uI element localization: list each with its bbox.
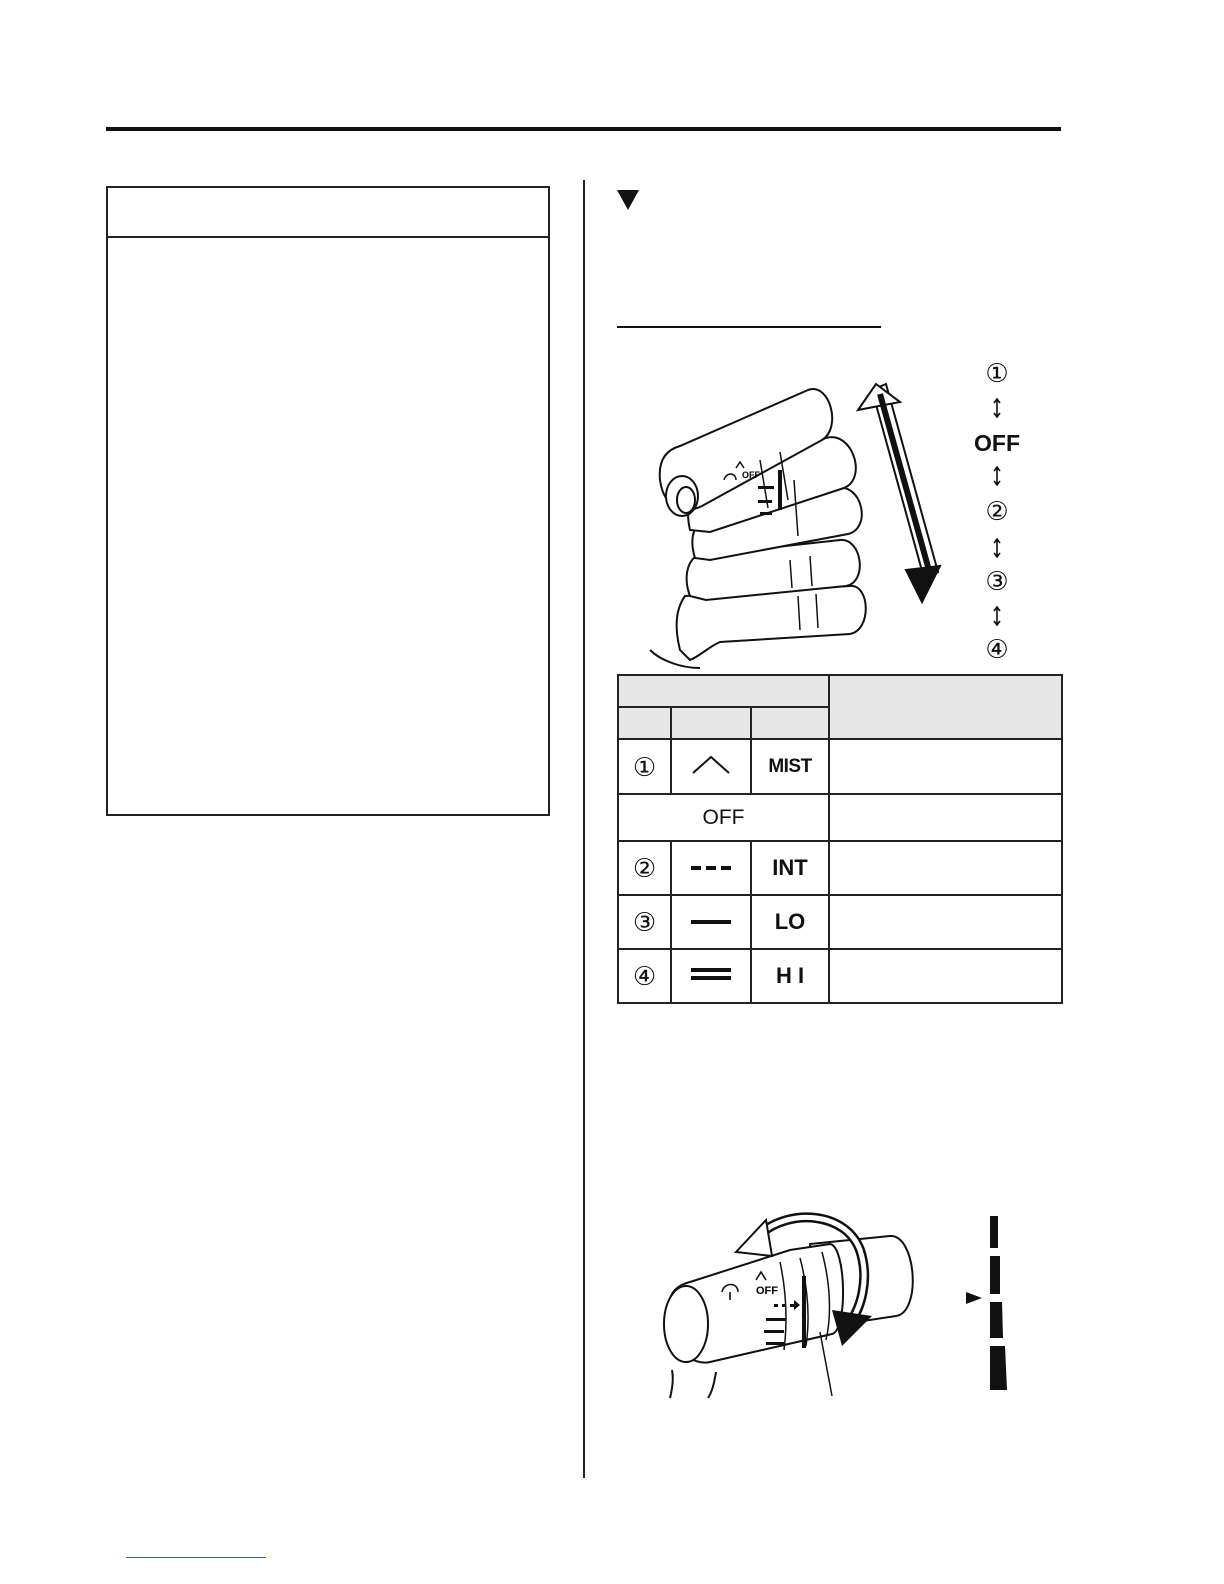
wiper-positions-table [617, 674, 1063, 1004]
table-subheader-label [751, 707, 829, 739]
table-row [618, 895, 1062, 949]
position-label-1: ① [985, 358, 1009, 388]
table-row [618, 739, 1062, 794]
row-label: H I [751, 949, 829, 1003]
row-number: ① [618, 739, 671, 794]
small-up-down-arrow-icon [990, 606, 1004, 626]
row-operation [829, 794, 1062, 841]
scale-pointer-icon [966, 1292, 982, 1304]
small-up-down-arrow-icon [990, 538, 1004, 558]
row-operation [829, 739, 1062, 794]
row-label-off: OFF [618, 794, 829, 841]
subheading-underline [617, 326, 881, 328]
small-up-down-arrow-icon [990, 466, 1004, 486]
caution-box [106, 186, 550, 816]
row-operation [829, 895, 1062, 949]
table-header-operation [829, 675, 1062, 739]
wiper-lever-positions-illustration [640, 360, 960, 670]
lever-off-marking: OFF [756, 1285, 778, 1297]
row-number: ② [618, 841, 671, 895]
row-label: INT [751, 841, 829, 895]
table-subheader-number [618, 707, 671, 739]
row-number: ③ [618, 895, 671, 949]
position-label-4: ④ [985, 634, 1009, 664]
row-label: LO [751, 895, 829, 949]
row-operation [829, 949, 1062, 1003]
footer-link-underline [126, 1557, 266, 1558]
wiper-ring-rotation-illustration [650, 1200, 930, 1400]
table-row [618, 794, 1062, 841]
header-rule [106, 127, 1061, 131]
row-number: ④ [618, 949, 671, 1003]
column-divider [583, 180, 585, 1478]
position-label-off: OFF [974, 430, 1020, 456]
position-label-3: ③ [985, 566, 1009, 596]
single-line-icon [671, 895, 751, 949]
row-operation [829, 841, 1062, 895]
hand-outline [670, 1370, 716, 1398]
up-caret-icon [671, 739, 751, 794]
dashed-line-icon [671, 841, 751, 895]
section-marker-triangle-icon [617, 190, 639, 210]
up-down-arrow-icon [858, 384, 940, 602]
table-row [618, 841, 1062, 895]
table-subheader-symbol [671, 707, 751, 739]
double-line-icon [671, 949, 751, 1003]
table-header-switch-position [618, 675, 829, 707]
row-label: MIST [751, 739, 829, 794]
ring-callout-line [820, 1332, 832, 1396]
caution-box-header [108, 188, 548, 238]
small-up-down-arrow-icon [990, 398, 1004, 418]
intermittent-speed-scale [960, 1210, 1020, 1395]
lever-off-marking: OFF [742, 470, 760, 480]
table-row [618, 949, 1062, 1003]
lever-end-cap [664, 1286, 708, 1362]
position-label-2: ② [985, 496, 1009, 526]
